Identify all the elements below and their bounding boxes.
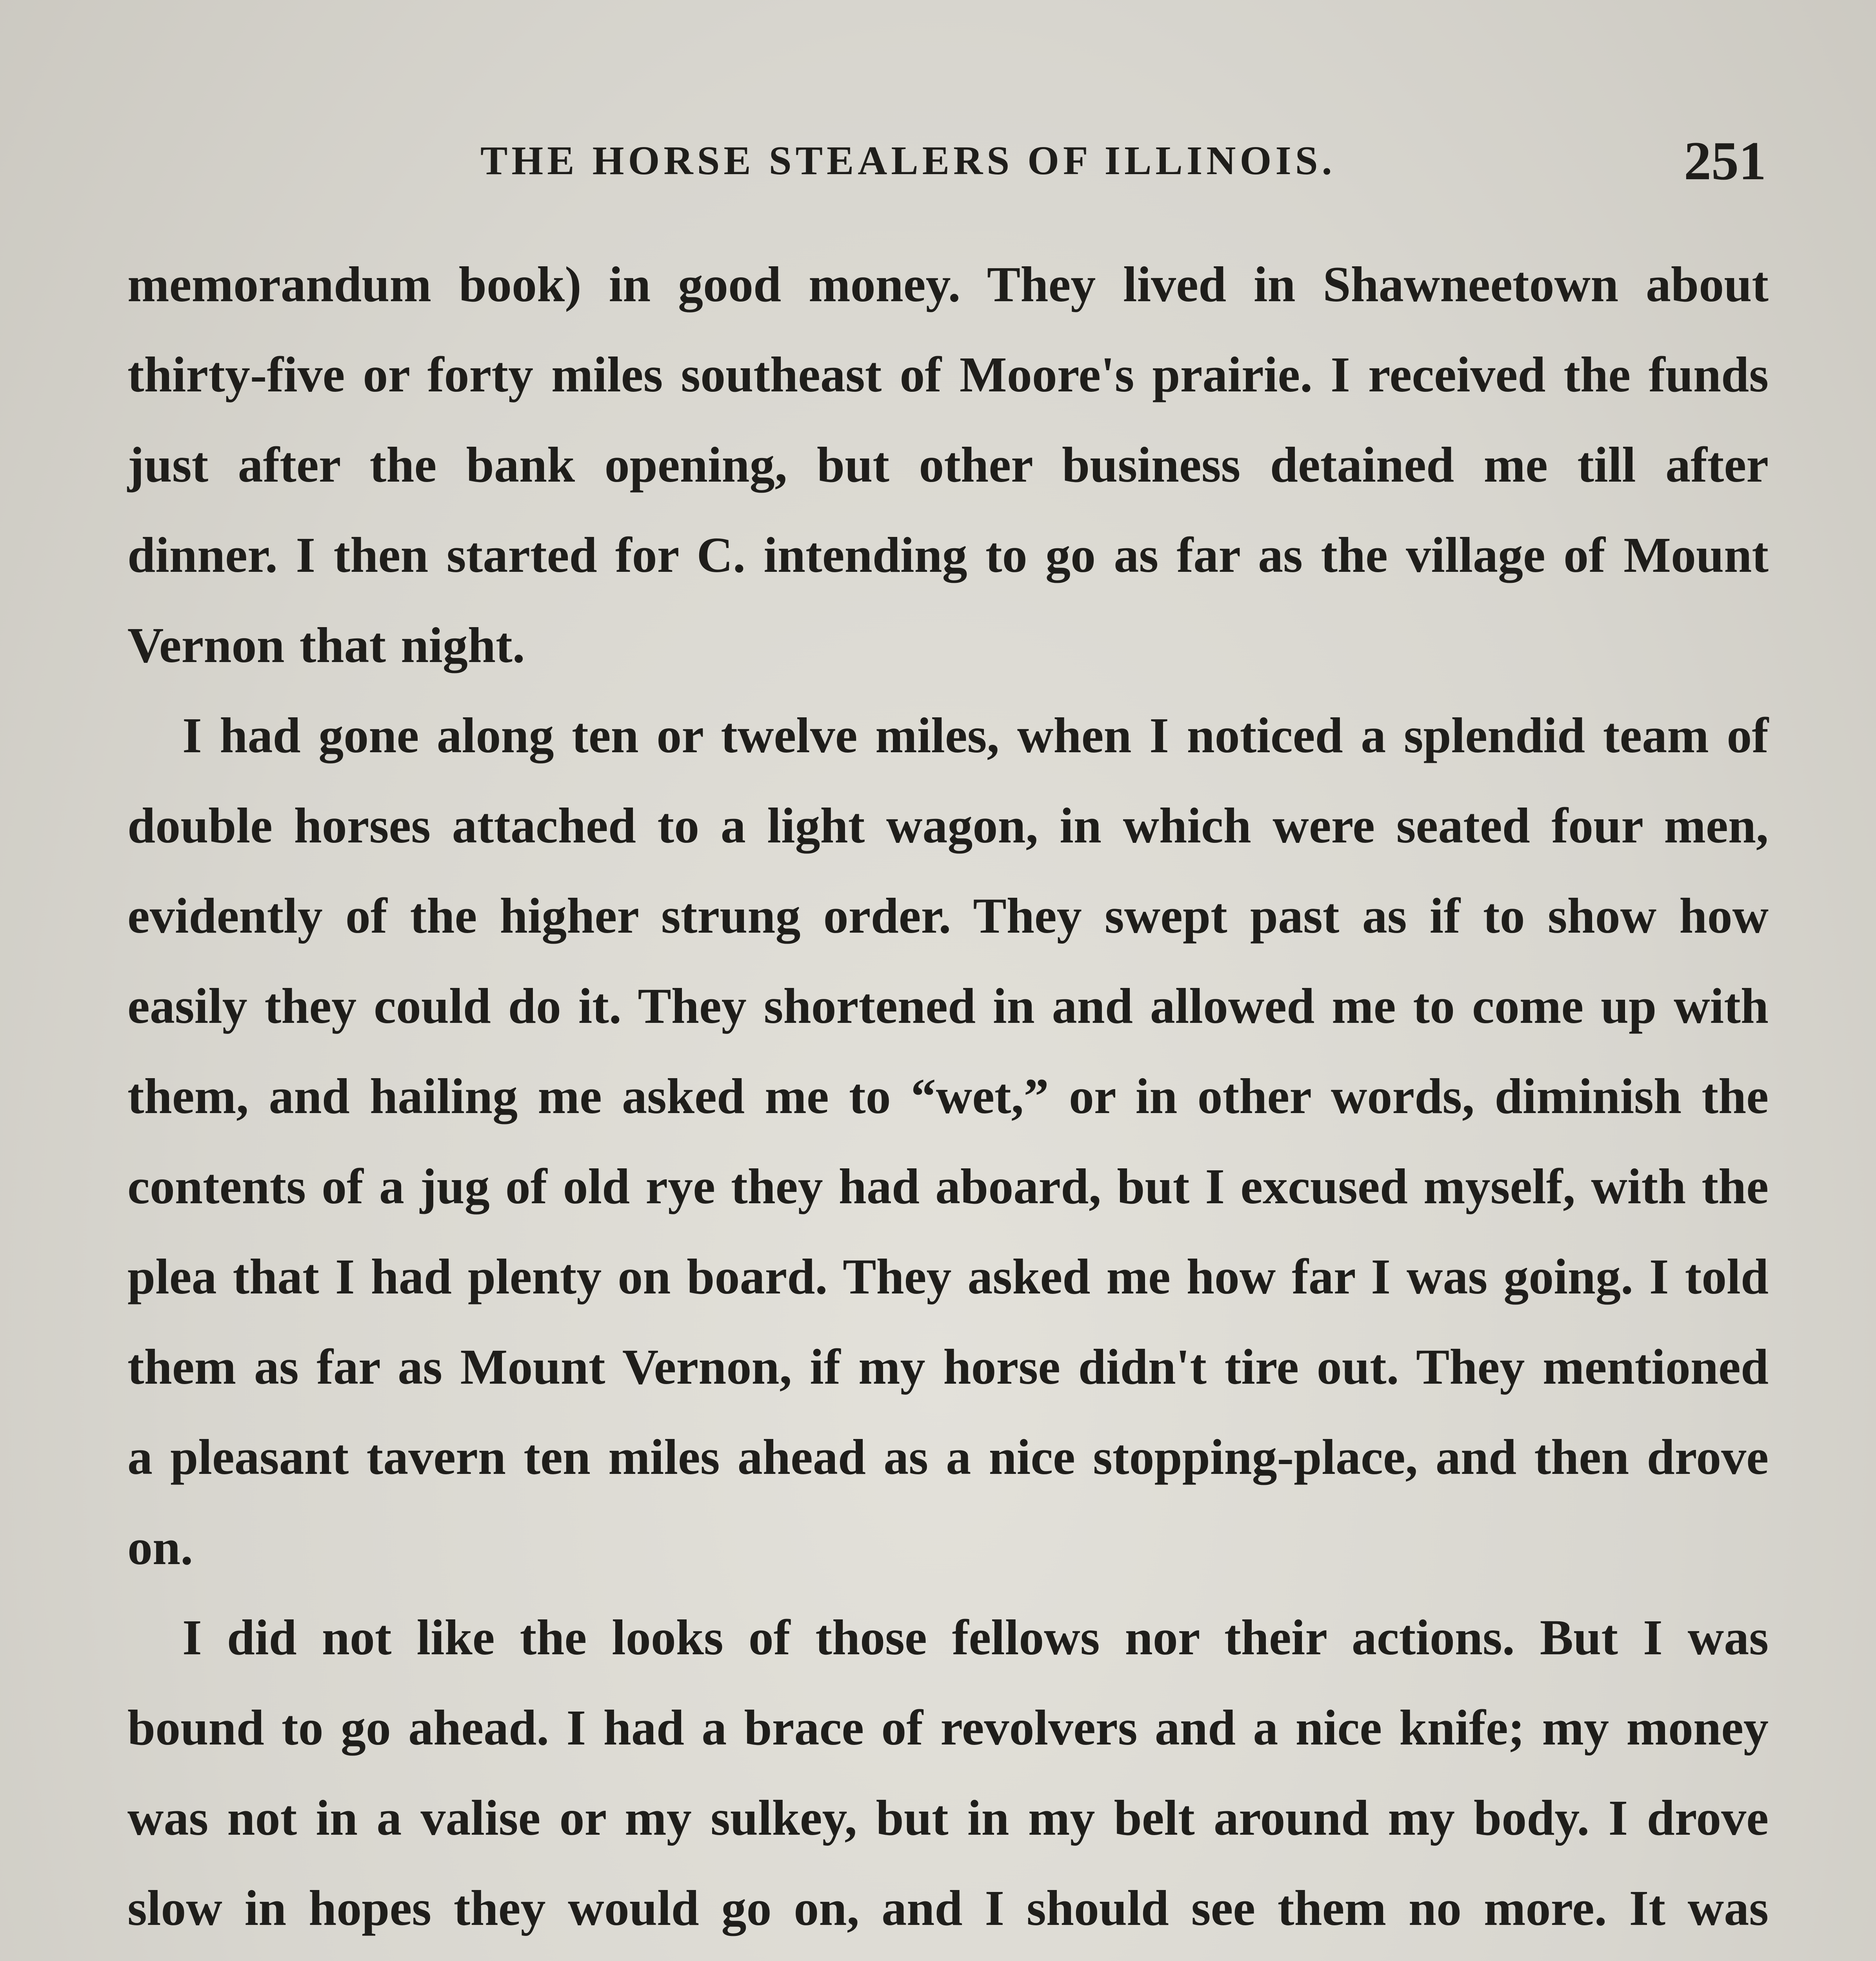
paragraph: I had gone along ten or twelve miles, when I noticed a splendid team of double horses attached to a light wagon, in which were seated four men, evidently of the higher strung order. They swept past as if to show how easily they could do it. They shortened in and allowed me to come up with them, and hailing me asked me to “wet,” or in other words, diminish the contents of a jug of old rye they had aboard, but I excused myself, with the plea that I had plenty on board. They asked me how far I was going. I told them as far as Mount Vernon, if my horse didn't tire out. They mentioned a pleasant tavern ten miles ahead as a nice stopping-place, and then drove on. [127,708,1769,1575]
running-head: THE HORSE STEALERS OF ILLINOIS. [480,138,1336,183]
body-text [127,239,1769,1961]
page-header [127,129,1766,200]
page-number: 251 [1684,131,1766,191]
paragraph: I did not like the looks of those fellows nor their actions. But I was bound to go ahead. I had a brace of revolvers and a nice knife; my money was not in a valise or my sulkey, but in my belt around my body. I drove slow in hopes they would go on, and I should see them no more. It was [127,1610,1769,1936]
paragraph-continued: memorandum book) in good money. They lived in Shawneetown about thirty-five or forty miles southeast of Moore's prairie. I received the funds just after the bank opening, but other business detained me till after dinner. I then started for C. intending to go as far as the village of Mount Vernon that night. [127,256,1769,673]
